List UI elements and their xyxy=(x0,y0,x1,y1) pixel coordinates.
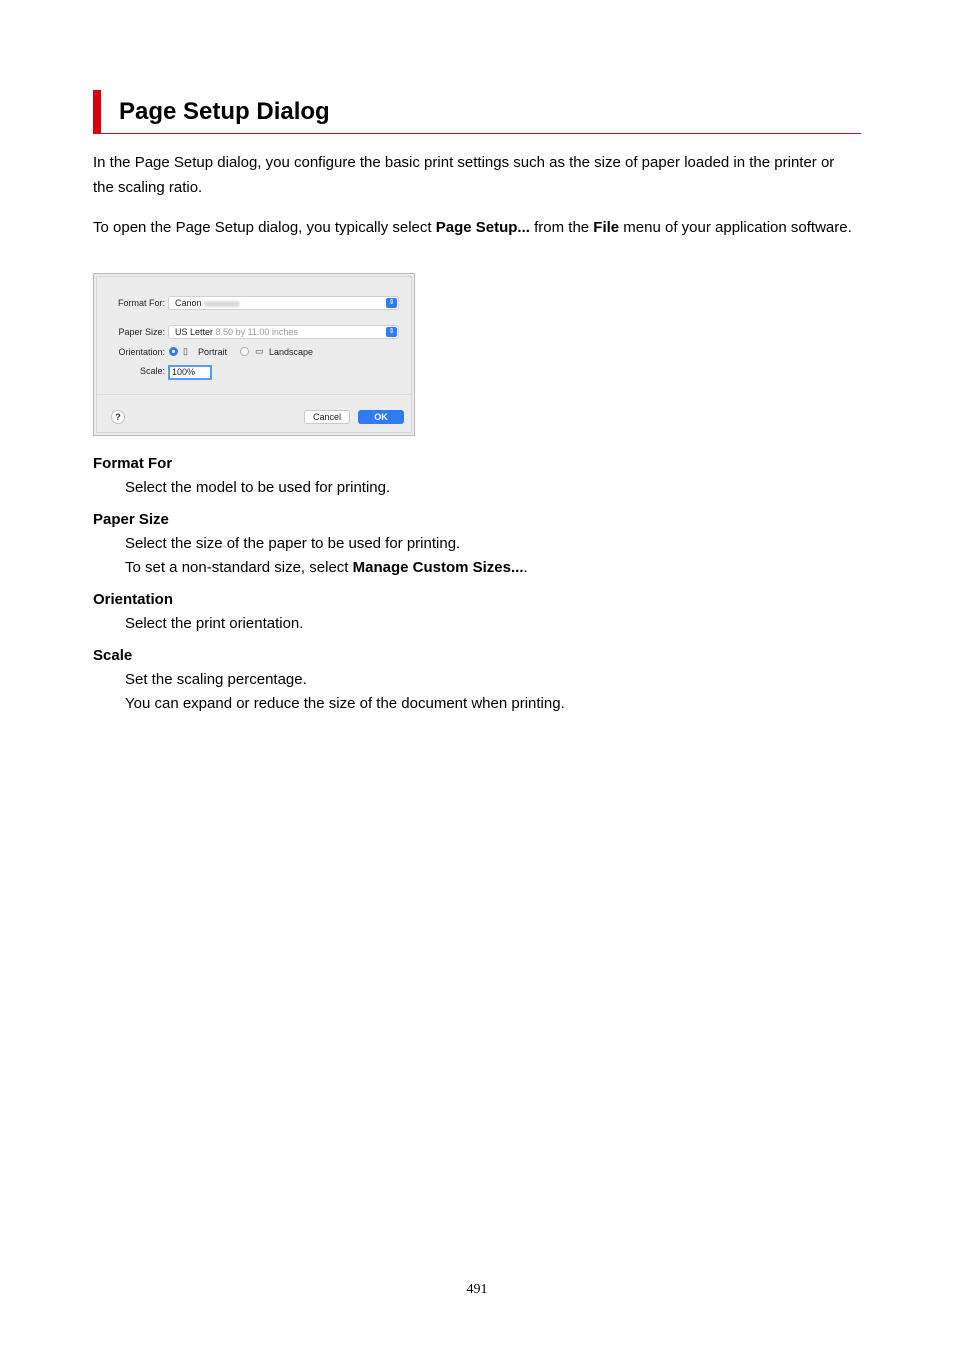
scale-label: Scale: xyxy=(139,366,165,376)
format-for-label: Format For: xyxy=(117,298,165,308)
format-for-term: Format For xyxy=(93,455,173,472)
orientation-description: Select the print orientation. xyxy=(125,615,304,632)
chevron-updown-icon: ⇕ xyxy=(386,298,397,308)
text-run: To open the Page Setup dialog, you typically select xyxy=(93,219,436,236)
text-run: . xyxy=(523,559,528,576)
paper-size-custom-note xyxy=(125,559,528,576)
page-setup-menu-name: Page Setup... xyxy=(435,219,530,236)
format-for-text: Canon xyxy=(175,298,202,308)
section-heading xyxy=(93,90,861,134)
manage-custom-sizes-name: Manage Custom Sizes... xyxy=(352,559,524,576)
paper-size-text: US Letter xyxy=(175,327,214,337)
heading-accent-bar xyxy=(93,90,101,133)
paper-size-term: Paper Size xyxy=(93,511,169,528)
portrait-radio[interactable] xyxy=(169,347,178,356)
orientation-term: Orientation xyxy=(93,591,174,608)
paper-size-popup[interactable] xyxy=(168,325,399,339)
open-instructions-paragraph xyxy=(93,216,853,241)
scale-description: Set the scaling percentage. xyxy=(125,671,307,688)
divider xyxy=(97,394,411,395)
portrait-label: Portrait xyxy=(198,347,228,357)
format-for-popup[interactable] xyxy=(168,296,399,310)
format-for-value xyxy=(175,298,240,308)
help-button[interactable]: ? xyxy=(111,410,125,424)
dialog-body xyxy=(96,276,412,433)
page-number: 491 xyxy=(466,1282,488,1297)
paper-size-label: Paper Size: xyxy=(118,327,165,337)
landscape-label: Landscape xyxy=(269,347,314,357)
scale-term: Scale xyxy=(93,647,133,664)
landscape-page-icon: ▭ xyxy=(255,346,264,356)
format-for-description: Select the model to be used for printing. xyxy=(125,479,391,496)
ok-button[interactable]: OK xyxy=(358,410,404,424)
orientation-label: Orientation: xyxy=(118,347,165,357)
paper-size-value xyxy=(175,327,298,337)
landscape-radio[interactable] xyxy=(240,347,249,356)
text-run: To set a non-standard size, select xyxy=(125,559,353,576)
chevron-updown-icon: ⇕ xyxy=(386,327,397,337)
scale-input[interactable]: 100% xyxy=(168,365,212,380)
page-setup-dialog-screenshot xyxy=(93,273,415,436)
paper-size-detail: 8.50 by 11.00 inches xyxy=(215,327,298,337)
intro-paragraph: In the Page Setup dialog, you configure the basic print settings such as the size of paper loaded in the printer or the scaling ratio. xyxy=(93,154,835,196)
file-menu-name: File xyxy=(593,219,620,236)
cancel-button[interactable]: Cancel xyxy=(304,410,350,424)
paper-size-description: Select the size of the paper to be used for printing. xyxy=(125,535,461,552)
redacted-model xyxy=(204,301,240,307)
text-run: from the xyxy=(529,219,594,236)
scale-description-detail: You can expand or reduce the size of the document when printing. xyxy=(125,695,565,712)
page-title: Page Setup Dialog xyxy=(119,98,330,125)
portrait-page-icon: ▯ xyxy=(183,346,188,356)
text-run: menu of your application software. xyxy=(619,219,852,236)
